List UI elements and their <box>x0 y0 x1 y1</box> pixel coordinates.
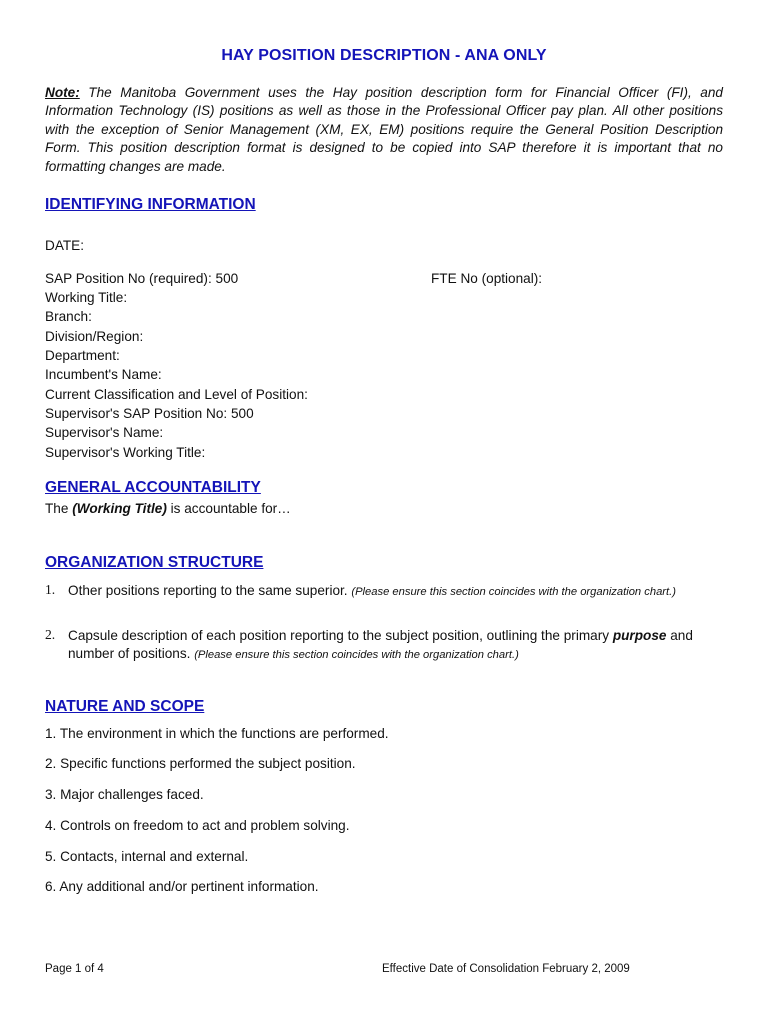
org-item-text-b: and number of positions. <box>68 628 693 661</box>
org-item-note: (Please ensure this section coincides with the organization chart.) <box>194 649 519 661</box>
identifying-information-heading: IDENTIFYING INFORMATION <box>45 196 256 213</box>
general-accountability-heading: GENERAL ACCOUNTABILITY <box>45 479 261 496</box>
nature-item-6: 6. Any additional and/or pertinent information. <box>45 879 319 894</box>
nature-item-3: 3. Major challenges faced. <box>45 787 204 802</box>
fte-field: FTE No (optional): <box>431 271 543 286</box>
classification-field: Current Classification and Level of Position: <box>45 387 308 402</box>
supervisor-title-field: Supervisor's Working Title: <box>45 445 206 460</box>
incumbent-field: Incumbent's Name: <box>45 367 162 382</box>
division-field: Division/Region: <box>45 329 144 344</box>
working-title-field: Working Title: <box>45 290 128 305</box>
org-item-body <box>68 582 728 601</box>
note-label: Note: <box>45 85 80 100</box>
org-item-purpose: purpose <box>612 628 667 643</box>
branch-field: Branch: <box>45 309 92 324</box>
effective-date: Effective Date of Consolidation February 2, 2009 <box>382 963 630 975</box>
general-suffix: is accountable for… <box>166 501 291 516</box>
org-item-text: Other positions reporting to the same superior. <box>68 583 352 598</box>
organization-structure-heading: ORGANIZATION STRUCTURE <box>45 554 264 571</box>
nature-item-2: 2. Specific functions performed the subject position. <box>45 756 356 771</box>
sap-position-field: SAP Position No (required): 500 <box>45 271 239 286</box>
org-item-text: Capsule description of each position reporting to the subject position, outlining the primary <box>68 628 613 643</box>
supervisor-name-field: Supervisor's Name: <box>45 425 164 440</box>
department-field: Department: <box>45 348 120 363</box>
org-item-number: 1. <box>45 582 56 597</box>
supervisor-sap-field: Supervisor's SAP Position No: 500 <box>45 406 254 421</box>
general-working-title: (Working Title) <box>72 501 167 516</box>
org-item-body <box>68 627 728 664</box>
date-field: DATE: <box>45 238 85 253</box>
document-title: HAY POSITION DESCRIPTION - ANA ONLY <box>221 47 547 64</box>
org-item-number: 2. <box>45 627 56 642</box>
nature-item-4: 4. Controls on freedom to act and problem solving. <box>45 818 350 833</box>
general-prefix: The <box>45 501 73 516</box>
nature-item-1: 1. The environment in which the functions are performed. <box>45 726 389 741</box>
nature-item-5: 5. Contacts, internal and external. <box>45 849 249 864</box>
nature-and-scope-heading: NATURE AND SCOPE <box>45 698 205 715</box>
intro-note <box>45 84 723 176</box>
page-number: Page 1 of 4 <box>45 963 104 975</box>
general-accountability-text <box>45 501 291 516</box>
note-text: The Manitoba Government uses the Hay position description form for Financial Officer (FI), and Information Technology (IS) positions as well as those in the Professional Officer pay plan. All other positions with the exception of Senior Management (XM, EX, EM) positions require the General Position Description Form. This position description format is designed to be copied into SAP therefore it is important that no formatting changes are made. <box>45 85 723 174</box>
org-item-note: (Please ensure this section coincides with the organization chart.) <box>351 586 676 598</box>
